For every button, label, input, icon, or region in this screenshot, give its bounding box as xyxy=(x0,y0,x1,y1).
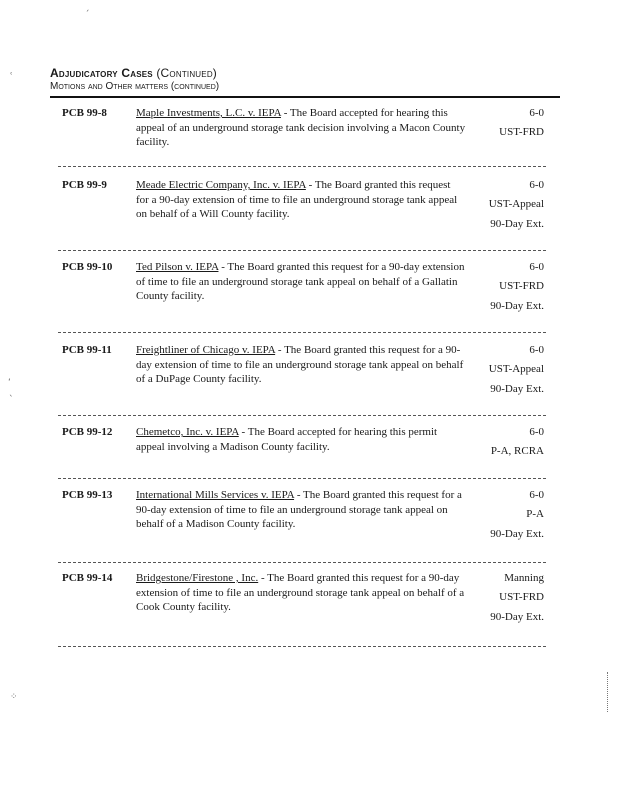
case-separator xyxy=(58,332,546,333)
case-description xyxy=(136,178,466,222)
case-extension: 90-Day Ext. xyxy=(490,528,544,540)
scan-speck: ` xyxy=(9,395,14,405)
case-vote: 6-0 xyxy=(529,344,544,356)
case-type: UST-FRD xyxy=(499,126,544,138)
scan-speck: ⁘ xyxy=(10,692,18,702)
case-type: UST-FRD xyxy=(499,280,544,292)
case-separator xyxy=(58,250,546,251)
page-header xyxy=(50,66,560,93)
case-text: - The Board granted this request for a 90-day extension of time to file an underground storage tank appeal on behalf of a DuPage County facility. xyxy=(136,344,464,385)
section-title xyxy=(50,66,560,80)
case-separator xyxy=(58,562,546,563)
case-number: PCB 99-9 xyxy=(62,179,107,191)
section-title-main: Adjudicatory Cases xyxy=(50,66,153,80)
case-vote-info xyxy=(464,425,544,461)
case-vote: 6-0 xyxy=(529,107,544,119)
case-vote: 6-0 xyxy=(529,261,544,273)
case-number: PCB 99-12 xyxy=(62,426,113,438)
case-description xyxy=(136,343,466,387)
case-separator xyxy=(58,415,546,416)
case-type: P-A, RCRA xyxy=(490,445,544,457)
case-text: - The Board granted this request for a 90-day extension of time to file an underground storage tank appeal on behalf of a Will County facility. xyxy=(136,179,458,220)
case-type: UST-Appeal xyxy=(488,363,544,375)
case-vote-info xyxy=(464,260,544,316)
case-number: PCB 99-10 xyxy=(62,261,113,273)
case-vote-info xyxy=(464,343,544,399)
case-text: - The Board granted this request for a 90-day extension of time to file an underground storage tank appeal on behalf of a Gallatin County facility. xyxy=(136,261,465,302)
case-description xyxy=(136,106,466,150)
case-description xyxy=(136,488,466,532)
case-vote: Manning xyxy=(504,572,544,584)
case-separator xyxy=(58,478,546,479)
case-type: UST-Appeal xyxy=(488,198,544,210)
case-vote-info xyxy=(464,571,544,627)
case-description xyxy=(136,425,466,454)
header-rule xyxy=(50,96,560,98)
case-vote: 6-0 xyxy=(529,179,544,191)
case-title: Chemetco, Inc. v. IEPA xyxy=(136,426,239,438)
case-separator xyxy=(58,646,546,647)
section-subtitle: Motions and Other matters (continued) xyxy=(50,81,220,92)
case-extension: 90-Day Ext. xyxy=(490,218,544,230)
case-type: UST-FRD xyxy=(499,591,544,603)
case-extension: 90-Day Ext. xyxy=(490,383,544,395)
scan-speck: ʻ xyxy=(8,378,11,388)
case-description xyxy=(136,571,466,615)
case-number: PCB 99-11 xyxy=(62,344,112,356)
case-extension: 90-Day Ext. xyxy=(490,611,544,623)
case-vote-info xyxy=(464,488,544,544)
case-vote-info xyxy=(464,178,544,234)
case-title: Meade Electric Company, Inc. v. IEPA xyxy=(136,179,306,191)
case-extension: 90-Day Ext. xyxy=(490,300,544,312)
case-separator xyxy=(58,166,546,167)
case-type: P-A xyxy=(526,508,544,520)
case-number: PCB 99-13 xyxy=(62,489,113,501)
case-number: PCB 99-8 xyxy=(62,107,107,119)
scan-edge-mark xyxy=(607,672,609,712)
scan-speck: ˊ xyxy=(85,10,90,20)
case-vote-info xyxy=(464,106,544,142)
case-text: - The Board granted this request for a 90-day extension of time to file an underground storage tank appeal on behalf of a Madison County facility. xyxy=(136,489,462,530)
case-title: Bridgestone/Firestone , Inc. xyxy=(136,572,259,584)
case-title: Ted Pilson v. IEPA xyxy=(136,261,219,273)
case-title: Freightliner of Chicago v. IEPA xyxy=(136,344,276,356)
section-title-suffix: (Continued) xyxy=(156,66,217,80)
case-text: - The Board accepted for hearing this appeal of an underground storage tank decision involving a Macon County facility. xyxy=(136,107,466,148)
scan-speck: ʿ xyxy=(10,72,13,82)
case-title: Maple Investments, L.C. v. IEPA xyxy=(136,107,281,119)
case-vote: 6-0 xyxy=(529,489,544,501)
case-vote: 6-0 xyxy=(529,426,544,438)
case-title: International Mills Services v. IEPA xyxy=(136,489,295,501)
case-description xyxy=(136,260,466,304)
case-text: - The Board accepted for hearing this permit appeal involving a Madison County facility. xyxy=(136,426,438,453)
case-number: PCB 99-14 xyxy=(62,572,113,584)
case-text: - The Board granted this request for a 90-day extension of time to file an underground storage tank appeal on behalf of a Cook County facility. xyxy=(136,572,465,613)
